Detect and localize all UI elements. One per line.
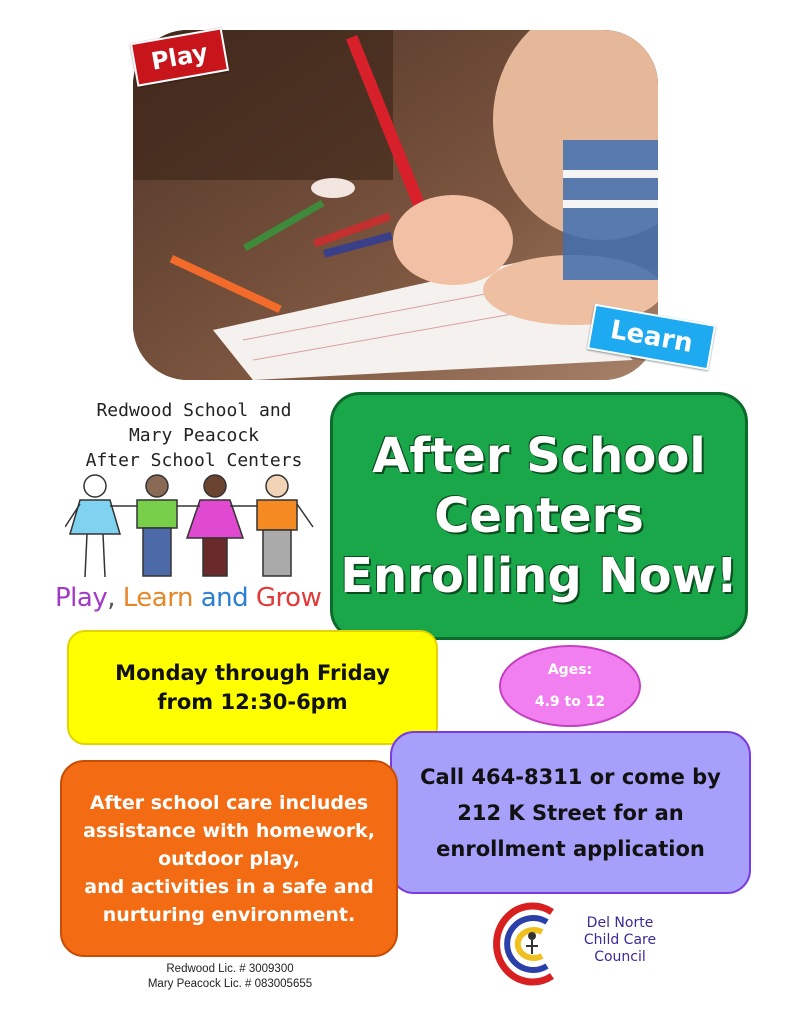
council-name — [570, 915, 670, 966]
license-redwood: Redwood Lic. # 3009300 — [166, 963, 294, 975]
contact-line: 212 K Street for an — [457, 800, 684, 825]
slogan-and: and — [192, 583, 249, 613]
org-name-line: After School Centers — [85, 450, 303, 471]
slogan-learn: Learn — [115, 583, 193, 613]
ages-badge — [499, 645, 641, 727]
headline-line: Centers — [434, 488, 644, 544]
council-line: Council — [594, 949, 646, 965]
slogan — [55, 583, 321, 613]
council-line: Child Care — [583, 932, 657, 948]
description-line: assistance with homework, — [83, 819, 375, 842]
org-name — [58, 398, 330, 473]
slogan-grow: Grow — [248, 583, 322, 613]
org-name-line: Redwood School and — [96, 400, 292, 421]
contact-box — [390, 731, 751, 894]
description-box — [60, 760, 398, 957]
contact-line: enrollment application — [436, 836, 705, 861]
license-info — [130, 962, 330, 992]
council-logo-icon — [492, 902, 564, 986]
description-line: nurturing environment. — [102, 903, 356, 926]
headline-line: After School — [372, 428, 706, 484]
license-peacock: Mary Peacock Lic. # 083005655 — [147, 978, 313, 990]
contact-line: Call 464-8311 or come by — [420, 764, 721, 789]
description-line: and activities in a safe and — [84, 875, 374, 898]
headline-box — [330, 392, 748, 640]
headline-line: Enrolling Now! — [340, 548, 738, 604]
council-line: Del Norte — [586, 915, 654, 931]
slogan-comma: , — [107, 583, 115, 613]
schedule-hours: from 12:30-6pm — [157, 689, 348, 714]
children-illustration — [65, 472, 315, 580]
hero-photo — [133, 30, 658, 380]
slogan-play: Play — [55, 583, 108, 613]
ages-label: Ages: — [547, 662, 593, 678]
description-line: outdoor play, — [158, 847, 300, 870]
learn-tag: Learn — [587, 304, 716, 371]
schedule-days: Monday through Friday — [115, 660, 390, 685]
org-name-line: Mary Peacock — [128, 425, 260, 446]
ages-value: 4.9 to 12 — [534, 694, 606, 710]
play-tag: Play — [130, 27, 229, 86]
description-line: After school care includes — [89, 791, 369, 814]
schedule-box — [67, 630, 438, 745]
